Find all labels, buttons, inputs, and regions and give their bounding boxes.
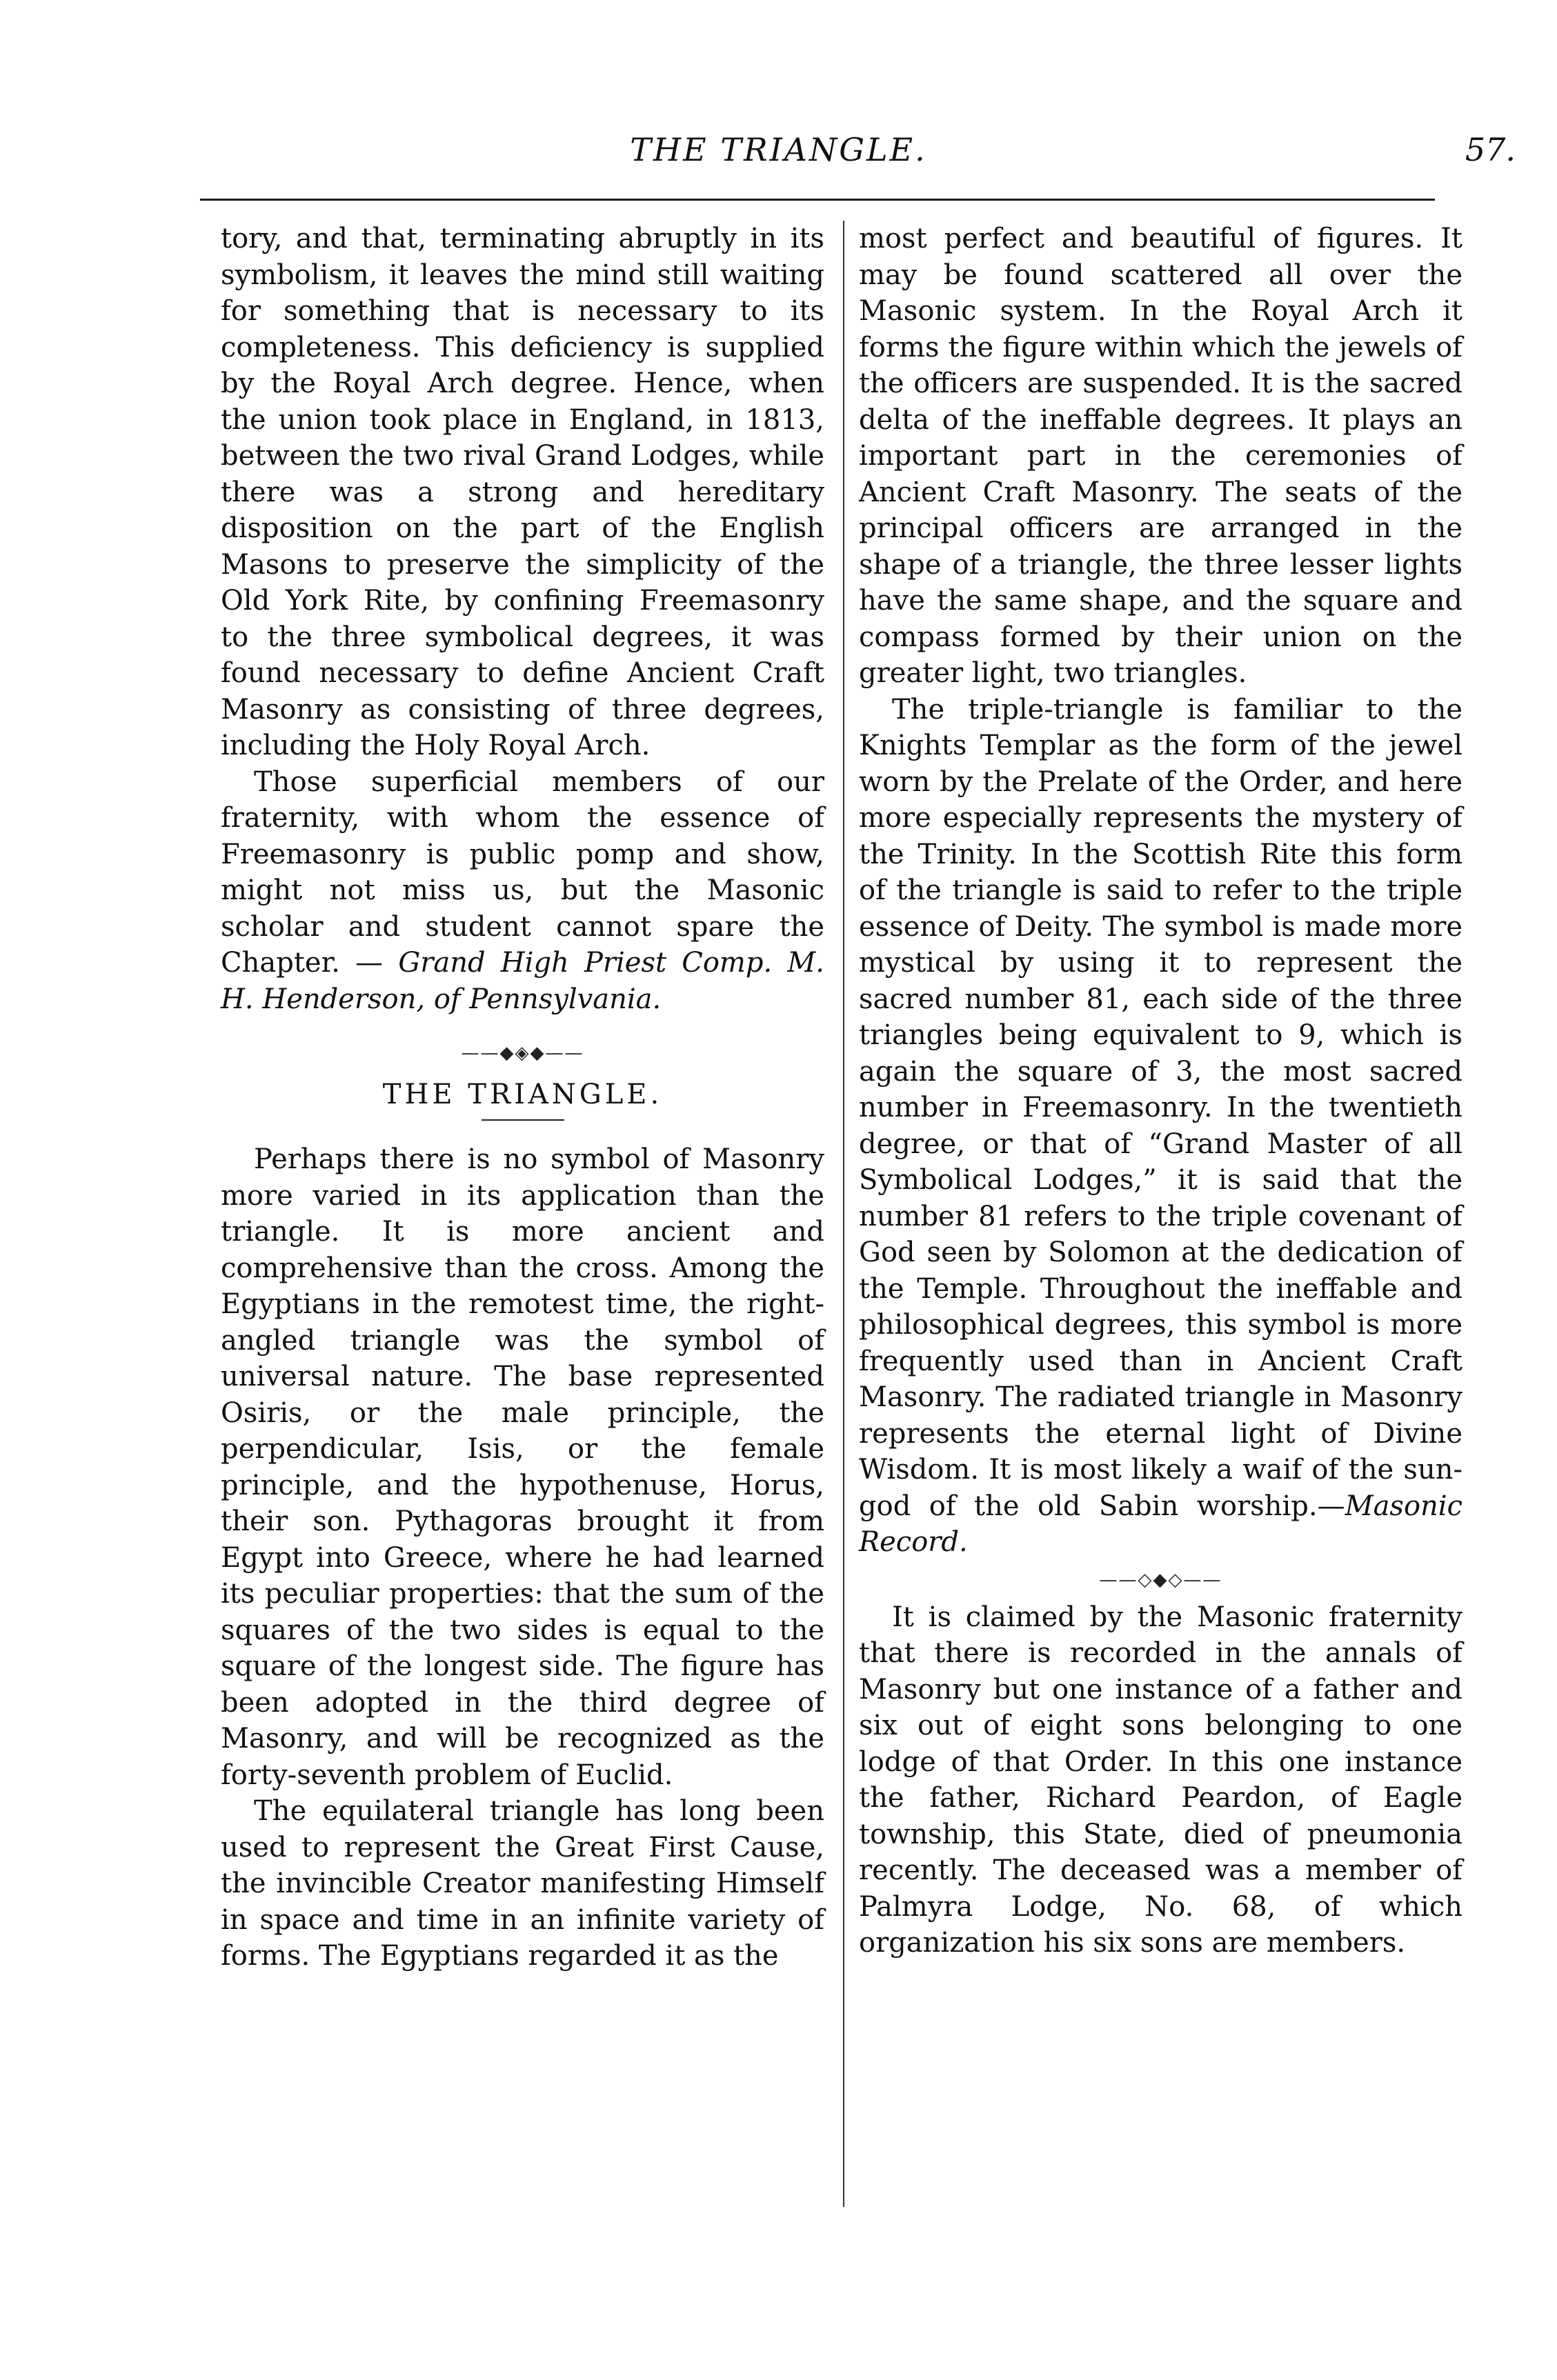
running-head	[0, 131, 1557, 179]
column-divider	[843, 221, 844, 2207]
ornamental-divider: ——◆◈◆——	[461, 1043, 584, 1063]
page-number: 57.	[1465, 131, 1516, 168]
paragraph: The equilateral triangle has long been used to represent the Great First Cause, the invincible Creator manifesting Himself in space and time in an infinite variety of forms. The Egyptians regarded it as the	[221, 1795, 824, 1972]
paragraph: Perhaps there is no symbol of Masonry more varied in its application than the triangle. It is more ancient and comprehensive than the cross. Among the Egyptians in the remotest time, the right-angled triangle was the symbol of universal nature. The base represented Osiris, or the male principle, the perpendicular, Isis, or the female principle, and the hypothenuse, Horus, their son. Pythagoras brought it from Egypt into Greece, where he had learned its peculiar properties: that the sum of the squares of the two sides is equal to the square of the longest side. The figure has been adopted in the third degree of Masonry, and will be recognized as the forty-seventh problem of Euclid.	[221, 1143, 824, 1791]
paragraph: tory, and that, terminating abruptly in its symbolism, it leaves the mind still waiting for something that is necessary to its completeness. This deficiency is supplied by the Royal Arch degree. Hence, when the union took place in England, in 1813, between the two rival Grand Lodges, while there was a strong and hereditary disposition on the part of the English Masons to preserve the simplicity of the Old York Rite, by confining Freemasonry to the three symbolical degrees, it was found necessary to define Ancient Craft Masonry as consisting of three degrees, including the Holy Royal Arch.	[221, 223, 824, 761]
attribution: Grand High Priest Comp. M. H. Henderson, of Pennsylvania.	[221, 947, 825, 1015]
paragraph-text: Those superficial members of our fraternity, with whom the essence of Freemasonry is public pomp and show, might not miss us, but the Masonic scholar and student cannot spare the Chapter. —	[221, 766, 824, 979]
header-rule	[200, 199, 1435, 201]
running-title: THE TRIANGLE.	[630, 131, 927, 168]
ornamental-divider: ——◇◆◇——	[1099, 1569, 1222, 1590]
paragraph-text: The triple-triangle is familiar to the Knights Templar as the form of the jewel worn by the Prelate of the Order, and here more especially represents the mystery of the Trinity. In the Scottish Rite this form of the triangle is said to refer to the triple essence of Deity. The symbol is made more mystical by using it to represent the sacred number 81, each side of the three triangles being equivalent to 9, which is again the square of 3, the most sacred number in Freemasonry. In the twentieth degree, or that of “Grand Master of all Symbolical Lodges,” it is said that the number 81 refers to the triple covenant of God seen by Solomon at the dedication of the Temple. Throughout the ineffable and philosophical degrees, this symbol is more frequently used than in Ancient Craft Masonry. The radiated triangle in Masonry represents the eternal light of Divine Wisdom. It is most likely a waif of the sun-god of the old Sabin worship.—	[859, 693, 1462, 1522]
paragraph: most perfect and beautiful of figures. It may be found scattered all over the Masonic system. In the Royal Arch it forms the figure within which the jewels of the officers are suspended. It is the sacred delta of the ineffable degrees. It plays an important part in the ceremonies of Ancient Craft Masonry. The seats of the principal officers are arranged in the shape of a triangle, the three lesser lights have the same shape, and the square and compass formed by their union on the greater light, two triangles.	[859, 223, 1462, 689]
paragraph	[859, 692, 1462, 1561]
attribution: Masonic Record.	[859, 1490, 1462, 1558]
paragraph: It is claimed by the Masonic fraternity that there is recorded in the annals of Masonry but one instance of a father and six out of eight sons belonging to one lodge of that Order. In this one instance the father, Richard Peardon, of Eagle township, this State, died of pneumonia recently. The deceased was a member of Palmyra Lodge, No. 68, of which organization his six sons are members.	[859, 1601, 1462, 1959]
section-title: THE TRIANGLE.	[382, 1079, 663, 1110]
right-column	[859, 221, 1462, 1961]
spacer	[221, 1017, 824, 1034]
paragraph	[221, 764, 824, 1018]
title-underline	[482, 1119, 564, 1121]
left-column	[221, 221, 824, 1974]
